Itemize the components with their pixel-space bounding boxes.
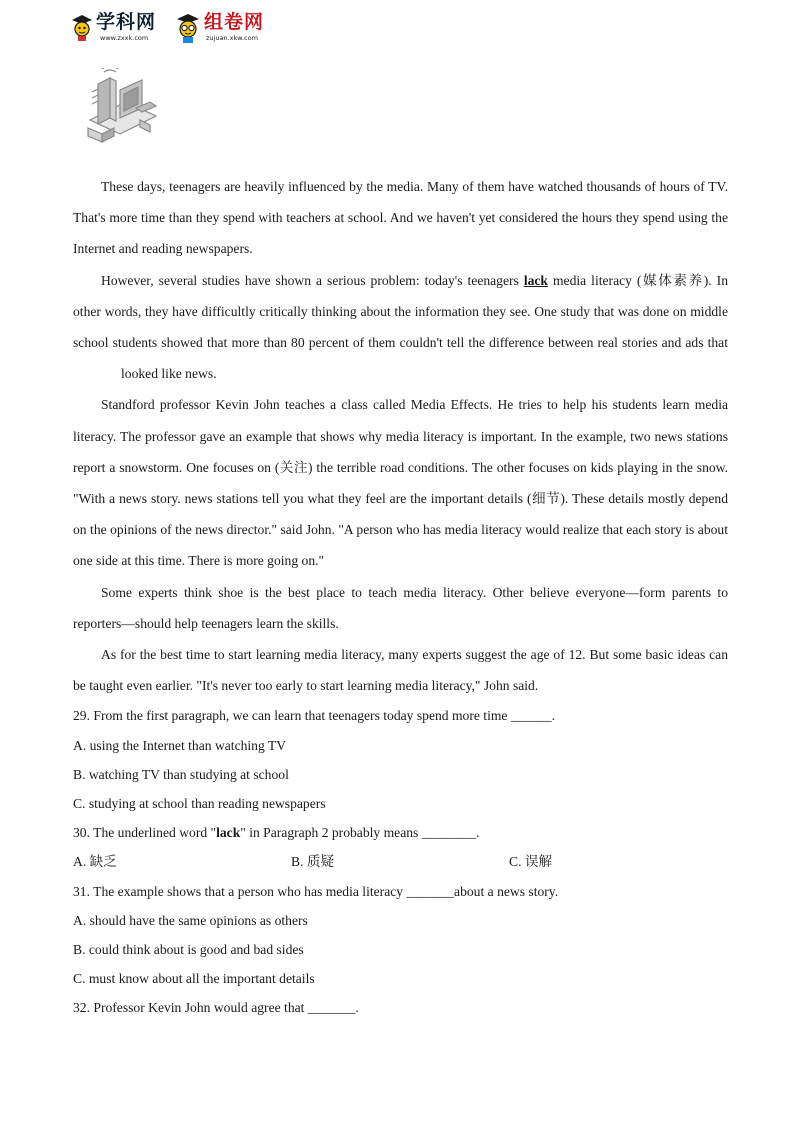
page-header — [70, 10, 330, 50]
paragraph-1: These days, teenagers are heavily influenced by the media. Many of them have watched thousands of hours of TV. That's more time than they spend with teachers at school. And we haven't yet considered the hours they spend using the Internet and reading newspapers. — [73, 179, 728, 257]
paragraph-2-text-b: media literacy (媒体素养). In other words, they have difficultly critically thinking about the information they see. One study that was done on middle school students showed that more than 80 percent of them couldn't tell the difference between real stories and ads that — [73, 272, 728, 351]
q30-option-a[interactable]: A. 缺乏 — [73, 854, 117, 870]
logo-url: zujuan.xkw.com — [206, 34, 258, 42]
zujuan-logo[interactable] — [174, 10, 274, 50]
q30-stem-b: " in Paragraph 2 probably means ________. — [240, 825, 480, 841]
question-29: 29. From the first paragraph, we can learn that teenagers today spend more time ______. — [73, 708, 556, 724]
q29-option-c[interactable]: C. studying at school than reading newspapers — [73, 796, 326, 812]
logo-url: www.zxxk.com — [100, 34, 149, 42]
mascot-glasses-icon — [174, 12, 202, 44]
q30-options — [73, 847, 728, 876]
q31-option-b[interactable]: B. could think about is good and bad sides — [73, 942, 304, 958]
paragraph-2 — [73, 265, 728, 390]
logo-title: 学科网 — [96, 11, 157, 33]
q30-option-b[interactable]: B. 质疑 — [291, 854, 335, 870]
q30-option-c[interactable]: C. 误解 — [509, 854, 553, 870]
zxxk-logo[interactable] — [70, 10, 165, 50]
question-32: 32. Professor Kevin John would agree that _______. — [73, 1000, 359, 1016]
q29-option-a[interactable]: A. using the Internet than watching TV — [73, 737, 287, 753]
reading-passage — [73, 171, 728, 1023]
logo-title: 组卷网 — [204, 11, 265, 33]
question-30 — [73, 818, 728, 847]
paragraph-5: As for the best time to start learning media literacy, many experts suggest the age of 12. But some basic ideas can be taught even earlier. "It's never too early to start learning media literacy," John said. — [73, 647, 728, 694]
q29-option-b[interactable]: B. watching TV than studying at school — [73, 766, 289, 782]
underlined-word-lack: lack — [523, 272, 548, 288]
paragraph-2-text-c: looked like news. — [121, 366, 217, 382]
mascot-icon — [70, 12, 94, 42]
media-illustration — [80, 68, 162, 148]
question-31: 31. The example shows that a person who has media literacy _______about a news story. — [73, 883, 559, 899]
q31-option-a[interactable]: A. should have the same opinions as others — [73, 912, 308, 928]
q30-stem-a: 30. The underlined word " — [73, 825, 217, 841]
paragraph-3: Standford professor Kevin John teaches a class called Media Effects. He tries to help his students learn media literacy. The professor gave an example that shows why media literacy is important. In the example, two news stations report a snowstorm. One focuses on (关注) the terrible road conditions. The other focuses on kids playing in the snow. "With a news story. news stations tell you what they feel are the important details (细节). These details mostly depend on the opinions of the news director." said John. "A person who has media literacy would realize that each story is about one side at this time. There is more going on." — [73, 397, 728, 569]
paragraph-4: Some experts think shoe is the best place to teach media literacy. Other believe everyone—form parents to reporters—should help teenagers learn the skills. — [73, 584, 728, 631]
q30-word: lack — [216, 825, 241, 841]
paragraph-2-text-a: However, several studies have shown a serious problem: today's teenagers — [101, 272, 524, 288]
q31-option-c[interactable]: C. must know about all the important details — [73, 971, 315, 987]
